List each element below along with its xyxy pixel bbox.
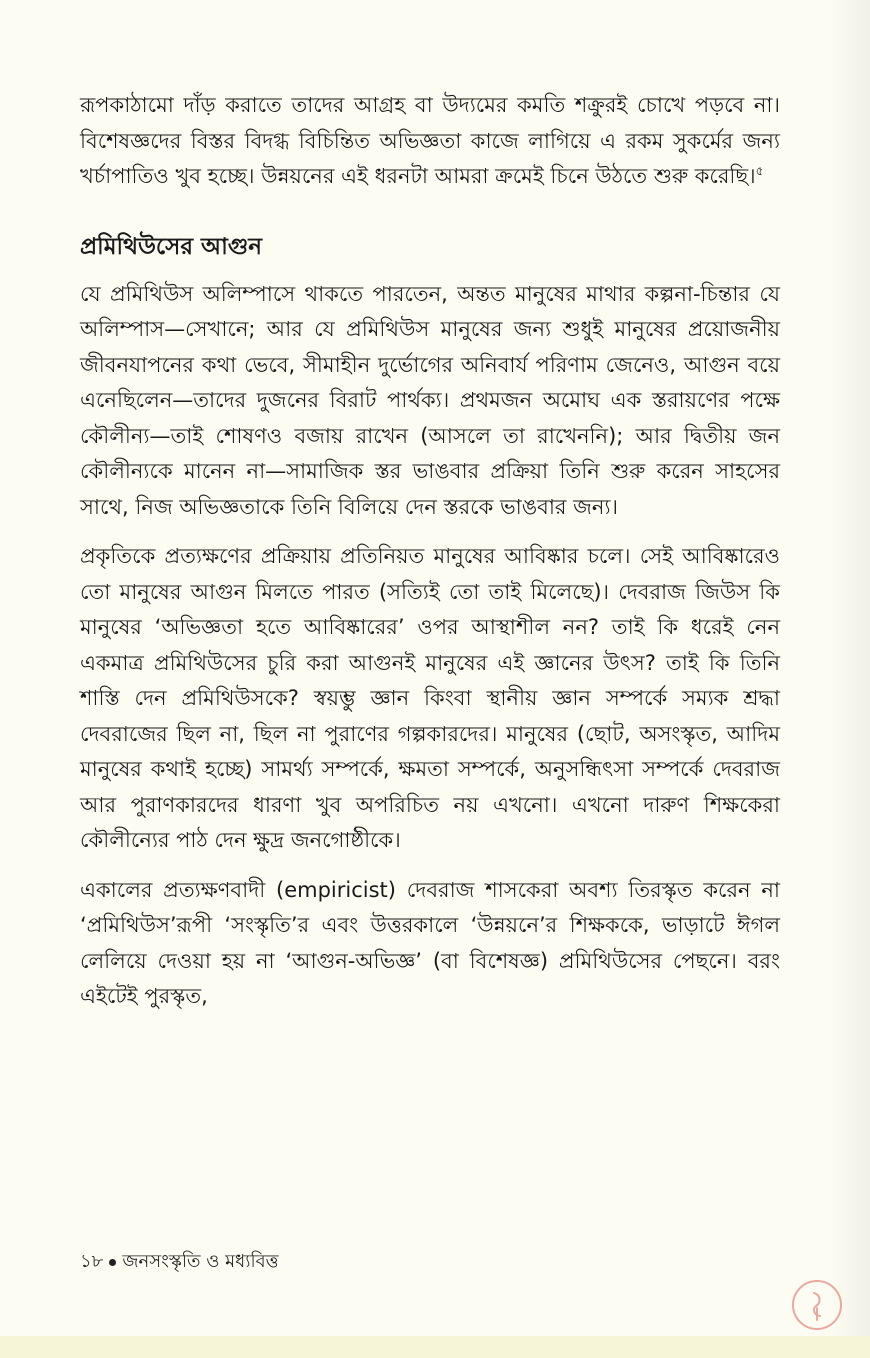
paragraph-1-text: রূপকাঠামো দাঁড় করাতে তাদের আগ্রহ বা উদ্যমের কমতি শক্রুরই চোখে পড়বে না। বিশেষজ্ঞদের বিস্তর বিদগ্ধ বিচিন্তিত অভিজ্ঞতা কাজে লাগিয়ে এ রকম সুকর্মের জন্য খর্চাপাতিও খুব হচ্ছে। উন্নয়নের এই ধরনটা আমরা ক্রমেই চিনে উঠতে শুরু করেছি।	[80, 93, 780, 188]
section-heading: প্রমিথিউসের আগুন	[80, 233, 262, 260]
running-title: জনসংস্কৃতি ও মধ্যবিত্ত	[122, 1251, 279, 1272]
library-stamp-icon	[790, 1278, 844, 1332]
paragraph-2: যে প্রমিথিউস অলিম্পাসে থাকতে পারতেন, অন্তত মানুষের মাথার কল্পনা-চিন্তার যে অলিম্পাস—সেখানে; আর যে প্রমিথিউস মানুষের জন্য শুধুই মানুষের প্রয়োজনীয় জীবনযাপনের কথা ভেবে, সীমাহীন দুর্ভোগের অনিবার্য পরিণাম জেনেও, আগুন বয়ে এনেছিলেন—তাদের দুজনের বিরাট পার্থক্য। প্রথমজন অমোঘ এক স্তরায়ণের পক্ষে কৌলীন্য—তাই শোষণও বজায় রাখেন (আসলে তা রাখেননি); আর দ্বিতীয় জন কৌলীন্যকে মানেন না—সামাজিক স্তর ভাঙবার প্রক্রিয়া তিনি শুরু করেন সাহসের সাথে, নিজ অভিজ্ঞতাকে তিনি বিলিয়ে দেন স্তরকে ভাঙবার জন্য।	[80, 281, 780, 519]
page-bottom-edge	[0, 1336, 870, 1358]
page-content	[80, 88, 780, 1015]
page-footer	[80, 1247, 279, 1278]
paragraph-4: একালের প্রত্যক্ষণবাদী (empiricist) দেবরাজ শাসকেরা অবশ্য তিরস্কৃত করেন না ‘প্রমিথিউস’রূপী ‘সংস্কৃতি’র এবং উত্তরকালে ‘উন্নয়নে’র শিক্ষককে, ভাড়াটে ঈগল লেলিয়ে দেওয়া হয় না ‘আগুন-অভিজ্ঞ’ (বা বিশেষজ্ঞ) প্রমিথিউসের পেছনে। বরং এইটেই পুরস্কৃত,	[80, 877, 780, 1008]
paragraph-1	[80, 88, 780, 195]
bullet-separator	[109, 1259, 116, 1266]
page-number: ১৮	[80, 1251, 104, 1272]
footnote-marker: ৫	[755, 164, 764, 178]
page-edge-shade	[830, 0, 870, 1358]
paragraph-3: প্রকৃতিকে প্রত্যক্ষণের প্রক্রিয়ায় প্রতিনিয়ত মানুষের আবিষ্কার চলে। সেই আবিষ্কারেও তো মানুষের আগুন মিলতে পারত (সত্যিই তো তাই মিলেছে)। দেবরাজ জিউস কি মানুষের ‘অভিজ্ঞতা হতে আবিষ্কারের’ ওপর আস্থাশীল নন? তাই কি ধরেই নেন একমাত্র প্রমিথিউসের চুরি করা আগুনই মানুষের এই জ্ঞানের উৎস? তাই কি তিনি শাস্তি দেন প্রমিথিউসকে? স্বয়ম্ভু জ্ঞান কিংবা স্থানীয় জ্ঞান সম্পর্কে সম্যক শ্রদ্ধা দেবরাজের ছিল না, ছিল না পুরাণের গল্পকারদের। মানুষের (ছোট, অসংস্কৃত, আদিম মানুষের কথাই হচ্ছে) সামর্থ্য সম্পর্কে, ক্ষমতা সম্পর্কে, অনুসন্ধিৎসা সম্পর্কে দেবরাজ আর পুরাণকারদের ধারণা খুব অপরিচিত নয় এখনো। এখনো দারুণ শিক্ষকেরা কৌলীন্যের পাঠ দেন ক্ষুদ্র জনগোষ্ঠীকে।	[80, 544, 780, 852]
